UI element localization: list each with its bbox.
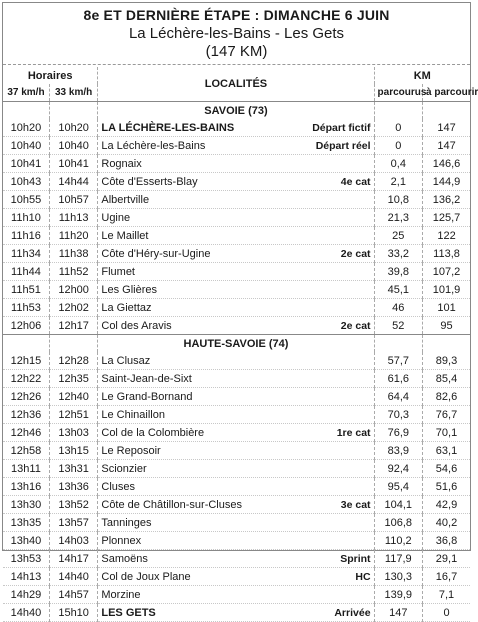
km-left: 125,7 xyxy=(423,209,470,227)
km-left: 89,3 xyxy=(423,352,470,370)
locality-name: Côte d'Esserts-Blay xyxy=(101,175,198,188)
locality-cell xyxy=(98,442,374,460)
locality-name: Col de Joux Plane xyxy=(101,570,191,583)
time-33: 13h15 xyxy=(49,442,98,460)
locality-name: Morzine xyxy=(101,588,141,601)
table-row xyxy=(3,119,470,137)
km-left: 76,7 xyxy=(423,406,470,424)
header-divider xyxy=(3,64,470,65)
locality-note: 2e cat xyxy=(340,247,371,260)
table-row xyxy=(3,155,470,173)
table-row xyxy=(3,478,470,496)
time-37: 12h26 xyxy=(3,388,49,406)
table-row xyxy=(3,209,470,227)
time-33: 10h40 xyxy=(49,137,98,155)
locality-name: La Giettaz xyxy=(101,301,152,314)
time-37: 12h46 xyxy=(3,424,49,442)
table-row xyxy=(3,586,470,604)
locality-note: 1re cat xyxy=(336,426,371,439)
km-done: 0,4 xyxy=(374,155,422,173)
region-row xyxy=(3,335,470,353)
time-37: 13h30 xyxy=(3,496,49,514)
locality-name: Rognaix xyxy=(101,157,142,170)
time-33: 10h41 xyxy=(49,155,98,173)
table-row xyxy=(3,173,470,191)
time-37: 12h58 xyxy=(3,442,49,460)
locality-name: Cluses xyxy=(101,480,135,493)
locality-cell xyxy=(98,424,374,442)
time-33: 15h10 xyxy=(49,604,98,622)
locality-name: Col des Aravis xyxy=(101,319,172,332)
horaires-header: Horaires xyxy=(27,69,73,82)
locality-name: Côte d'Héry-sur-Ugine xyxy=(101,247,211,260)
time-37: 10h20 xyxy=(3,119,49,137)
time-33: 11h38 xyxy=(49,245,98,263)
km-left: 101,9 xyxy=(423,281,470,299)
time-33: 13h57 xyxy=(49,514,98,532)
table-row xyxy=(3,442,470,460)
time-37: 10h55 xyxy=(3,191,49,209)
km-left: 51,6 xyxy=(423,478,470,496)
km-left: 147 xyxy=(423,119,470,137)
time-37: 10h43 xyxy=(3,173,49,191)
km-left: 147 xyxy=(423,137,470,155)
time-33: 12h40 xyxy=(49,388,98,406)
time-33: 14h44 xyxy=(49,173,98,191)
locality-name: LA LÉCHÈRE-LES-BAINS xyxy=(101,121,235,134)
table-row xyxy=(3,550,470,568)
locality-cell xyxy=(98,460,374,478)
km-left: 63,1 xyxy=(423,442,470,460)
km-done: 45,1 xyxy=(374,281,422,299)
km-done: 106,8 xyxy=(374,514,422,532)
time-33: 11h20 xyxy=(49,227,98,245)
km-left: 95 xyxy=(423,317,470,335)
stage-title: 8e ET DERNIÈRE ÉTAPE : DIMANCHE 6 JUIN xyxy=(83,7,390,23)
table-row xyxy=(3,514,470,532)
table-row xyxy=(3,406,470,424)
km-done: 104,1 xyxy=(374,496,422,514)
km-done: 2,1 xyxy=(374,173,422,191)
stage-distance: (147 KM) xyxy=(205,43,268,60)
km-done: 0 xyxy=(374,137,422,155)
locality-name: Le Reposoir xyxy=(101,444,161,457)
km-left: 136,2 xyxy=(423,191,470,209)
time-37: 14h13 xyxy=(3,568,49,586)
time-33: 14h40 xyxy=(49,568,98,586)
km-left: 122 xyxy=(423,227,470,245)
locality-cell xyxy=(98,245,374,263)
table-row xyxy=(3,281,470,299)
time-33: 12h51 xyxy=(49,406,98,424)
time-37: 11h16 xyxy=(3,227,49,245)
locality-name: Flumet xyxy=(101,265,135,278)
spacer-cell xyxy=(374,335,422,353)
km-done: 139,9 xyxy=(374,586,422,604)
locality-note: Départ réel xyxy=(315,139,371,152)
time-37: 13h11 xyxy=(3,460,49,478)
time-33: 14h57 xyxy=(49,586,98,604)
locality-name: La Léchère-les-Bains xyxy=(101,139,206,152)
time-37: 13h53 xyxy=(3,550,49,568)
region-row xyxy=(3,102,470,120)
locality-cell xyxy=(98,586,374,604)
km-done: 39,8 xyxy=(374,263,422,281)
locality-name: Les Glières xyxy=(101,283,158,296)
spacer-cell xyxy=(374,102,422,120)
locality-cell xyxy=(98,281,374,299)
locality-cell xyxy=(98,370,374,388)
table-row xyxy=(3,604,470,622)
table-row xyxy=(3,317,470,335)
time-33: 12h17 xyxy=(49,317,98,335)
km-done: 95,4 xyxy=(374,478,422,496)
km-done: 46 xyxy=(374,299,422,317)
locality-note: 3e cat xyxy=(340,498,371,511)
time-33: 13h52 xyxy=(49,496,98,514)
km-left-header: à parcourir xyxy=(423,84,470,102)
locality-cell xyxy=(98,550,374,568)
km-left: 144,9 xyxy=(423,173,470,191)
locality-cell xyxy=(98,496,374,514)
km-done: 117,9 xyxy=(374,550,422,568)
time-33: 11h52 xyxy=(49,263,98,281)
time-33: 13h03 xyxy=(49,424,98,442)
locality-cell xyxy=(98,263,374,281)
time-33: 12h28 xyxy=(49,352,98,370)
km-done: 92,4 xyxy=(374,460,422,478)
time-37: 13h40 xyxy=(3,532,49,550)
speed-37-header: 37 km/h xyxy=(7,87,45,98)
table-row xyxy=(3,299,470,317)
km-left: 42,9 xyxy=(423,496,470,514)
locality-name: Le Grand-Bornand xyxy=(101,390,193,403)
km-left: 70,1 xyxy=(423,424,470,442)
locality-cell xyxy=(98,137,374,155)
time-37: 10h41 xyxy=(3,155,49,173)
spacer-cell xyxy=(423,102,470,120)
km-left: 40,2 xyxy=(423,514,470,532)
km-left: 16,7 xyxy=(423,568,470,586)
spacer-cell xyxy=(3,335,49,353)
locality-cell xyxy=(98,604,374,622)
locality-cell xyxy=(98,209,374,227)
km-done: 130,3 xyxy=(374,568,422,586)
locality-cell xyxy=(98,317,374,335)
time-37: 13h16 xyxy=(3,478,49,496)
time-37: 11h44 xyxy=(3,263,49,281)
table-row xyxy=(3,568,470,586)
table-row xyxy=(3,191,470,209)
locality-note: Arrivée xyxy=(334,606,371,619)
locality-name: LES GETS xyxy=(101,606,156,619)
time-33: 13h36 xyxy=(49,478,98,496)
table-row xyxy=(3,388,470,406)
time-37: 10h40 xyxy=(3,137,49,155)
locality-name: Le Chinaillon xyxy=(101,408,165,421)
km-left: 36,8 xyxy=(423,532,470,550)
locality-name: Côte de Châtillon-sur-Cluses xyxy=(101,498,242,511)
locality-note: HC xyxy=(355,570,371,583)
locality-note: Sprint xyxy=(340,552,371,565)
locality-cell xyxy=(98,514,374,532)
spacer-cell xyxy=(3,102,49,120)
locality-cell xyxy=(98,173,374,191)
locality-name: Albertville xyxy=(101,193,150,206)
time-37: 12h15 xyxy=(3,352,49,370)
table-row xyxy=(3,532,470,550)
km-done: 25 xyxy=(374,227,422,245)
km-left: 101 xyxy=(423,299,470,317)
km-done: 110,2 xyxy=(374,532,422,550)
spacer-cell xyxy=(49,102,98,120)
time-37: 11h10 xyxy=(3,209,49,227)
km-done: 70,3 xyxy=(374,406,422,424)
km-done: 61,6 xyxy=(374,370,422,388)
locality-cell xyxy=(98,352,374,370)
spacer-cell xyxy=(49,335,98,353)
locality-cell xyxy=(98,155,374,173)
table-row xyxy=(3,424,470,442)
km-left: 54,6 xyxy=(423,460,470,478)
table-row xyxy=(3,263,470,281)
table-row xyxy=(3,496,470,514)
time-37: 11h51 xyxy=(3,281,49,299)
km-left: 85,4 xyxy=(423,370,470,388)
locality-note: Départ fictif xyxy=(312,121,371,134)
time-37: 11h53 xyxy=(3,299,49,317)
locality-cell xyxy=(98,568,374,586)
locality-name: Col de la Colombière xyxy=(101,426,205,439)
locality-cell xyxy=(98,227,374,245)
km-done: 76,9 xyxy=(374,424,422,442)
schedule-body xyxy=(3,102,470,622)
spacer-cell xyxy=(423,335,470,353)
time-37: 11h34 xyxy=(3,245,49,263)
table-row xyxy=(3,352,470,370)
locality-name: Samoëns xyxy=(101,552,148,565)
km-done: 52 xyxy=(374,317,422,335)
km-done: 83,9 xyxy=(374,442,422,460)
locality-cell xyxy=(98,478,374,496)
locality-name: Tanninges xyxy=(101,516,152,529)
time-33: 10h20 xyxy=(49,119,98,137)
speed-33-header: 33 km/h xyxy=(49,84,98,102)
time-33: 14h03 xyxy=(49,532,98,550)
time-33: 12h00 xyxy=(49,281,98,299)
table-row xyxy=(3,227,470,245)
localites-header: LOCALITÉS xyxy=(98,67,374,102)
km-left: 29,1 xyxy=(423,550,470,568)
km-done: 21,3 xyxy=(374,209,422,227)
locality-name: Scionzier xyxy=(101,462,147,475)
km-left: 0 xyxy=(423,604,470,622)
time-37: 12h22 xyxy=(3,370,49,388)
schedule-table xyxy=(3,67,478,622)
locality-cell xyxy=(98,119,374,137)
km-done: 33,2 xyxy=(374,245,422,263)
locality-name: Le Maillet xyxy=(101,229,149,242)
table-row xyxy=(3,460,470,478)
km-done: 0 xyxy=(374,119,422,137)
km-left: 113,8 xyxy=(423,245,470,263)
time-37: 12h06 xyxy=(3,317,49,335)
time-33: 12h35 xyxy=(49,370,98,388)
km-header: KM xyxy=(374,67,470,84)
time-33: 10h57 xyxy=(49,191,98,209)
region-name: SAVOIE (73) xyxy=(98,102,374,120)
locality-note: 4e cat xyxy=(340,175,371,188)
time-37: 13h35 xyxy=(3,514,49,532)
time-33: 12h02 xyxy=(49,299,98,317)
locality-cell xyxy=(98,388,374,406)
locality-name: La Clusaz xyxy=(101,354,151,367)
km-done: 147 xyxy=(374,604,422,622)
locality-cell xyxy=(98,406,374,424)
time-33: 14h17 xyxy=(49,550,98,568)
km-done: 64,4 xyxy=(374,388,422,406)
km-left: 146,6 xyxy=(423,155,470,173)
locality-name: Plonnex xyxy=(101,534,142,547)
km-done: 57,7 xyxy=(374,352,422,370)
locality-cell xyxy=(98,299,374,317)
stage-route: La Léchère-les-Bains - Les Gets xyxy=(128,25,345,42)
locality-name: Saint-Jean-de-Sixt xyxy=(101,372,192,385)
locality-name: Ugine xyxy=(101,211,131,224)
table-row xyxy=(3,137,470,155)
km-done: 10,8 xyxy=(374,191,422,209)
locality-cell xyxy=(98,191,374,209)
stage-schedule-sheet xyxy=(2,2,478,619)
km-left: 7,1 xyxy=(423,586,470,604)
table-row xyxy=(3,245,470,263)
time-33: 13h31 xyxy=(49,460,98,478)
km-left: 82,6 xyxy=(423,388,470,406)
locality-cell xyxy=(98,532,374,550)
table-row xyxy=(3,370,470,388)
km-done-header: parcourus xyxy=(374,84,422,102)
locality-note: 2e cat xyxy=(340,319,371,332)
time-37: 12h36 xyxy=(3,406,49,424)
time-37: 14h29 xyxy=(3,586,49,604)
km-left: 107,2 xyxy=(423,263,470,281)
time-37: 14h40 xyxy=(3,604,49,622)
time-33: 11h13 xyxy=(49,209,98,227)
region-name: HAUTE-SAVOIE (74) xyxy=(98,335,374,353)
